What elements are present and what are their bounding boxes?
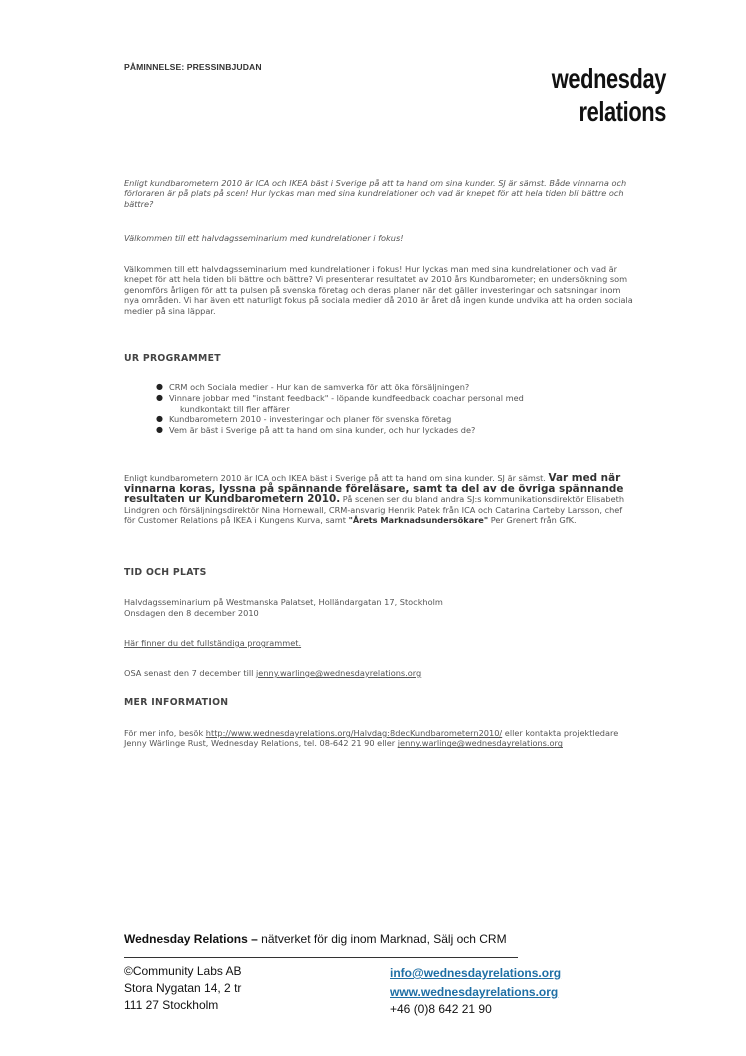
- footer-company-name: ©Community Labs AB: [124, 964, 242, 978]
- seminar-url-link[interactable]: http://www.wednesdayrelations.org/Halvdag:8decKundbarometern2010/: [205, 728, 503, 738]
- welcome-line: Välkommen till ett halvdagsseminarium med kundrelationer i fokus!: [124, 233, 404, 243]
- footer-email-link[interactable]: info@wednesdayrelations.org: [390, 966, 562, 980]
- footer-web-link[interactable]: www.wednesdayrelations.org: [390, 985, 559, 999]
- summary-paragraph: Enligt kundbarometern 2010 är ICA och IKEA bäst i Sverige på att ta hand om sina kunder. SJ är sämst. Var med när vinnarna koras, lyssna på spännande föreläsare, samt ta del av de övriga spännande resultaten ur Kundbarometern 2010. På scenen ser du bland andra SJ:s kommunikationsdirektör Elisabeth Lindgren och försäljningsdirektör Nina Hornewall, CRM-ansvarig Henrik Patek från ICA och Catarina Carteby Larsson, chef för Customer Relations på IKEA i Kungens Kurva, samt "Årets Marknadsundersökare" Per Grenert från GfK.: [124, 472, 625, 526]
- date-text: Onsdagen den 8 december 2010: [124, 608, 259, 618]
- footer-address: [124, 963, 242, 1014]
- body-paragraph: Välkommen till ett halvdagsseminarium med kundrelationer i fokus! Hur lyckas man med sina kundrelationer och vad är knepet för att hela tiden bli bättre och bättre? Vi presenterar resultatet av 2010 års Kundbarometer; en undersökning som genomförs årligen för att ta pulsen på svenska företag och deras planer när det gäller investeringar och satsningar inom nya områden. Vi har även ett naturligt fokus på sociala medier då 2010 är året då ingen kunde undvika att ha orden sociala medier på sina läppar.: [124, 264, 633, 316]
- ingress-paragraph: Enligt kundbarometern 2010 är ICA och IKEA bäst i Sverige på att ta hand om sina kunder. SJ är sämst. Både vinnarna och förloraren är på plats på scen! Hur lyckas man med sina kundrelationer och vad är knepet för att hela tiden bli bättre och bättre?: [124, 178, 627, 209]
- bullet-icon: ●: [156, 425, 163, 435]
- footer-phone: +46 (0)8 642 21 90: [390, 1002, 492, 1016]
- bullet-icon: ●: [156, 392, 163, 402]
- list-item-continuation: kundkontakt till fler affärer: [180, 403, 290, 414]
- footer-contact: [390, 963, 561, 1018]
- full-programme-link[interactable]: Här finner du det fullständiga programmet.: [124, 638, 302, 648]
- contact-email-link[interactable]: jenny.warlinge@wednesdayrelations.org: [397, 738, 563, 749]
- programme-heading: UR PROGRAMMET: [124, 353, 221, 364]
- osa-line: OSA senast den 7 december till jenny.warlinge@wednesdayrelations.org: [124, 668, 422, 678]
- summary-emphasis: Var med när vinnarna koras, lyssna på spännande föreläsare, samt ta del av de övriga spännande resultaten ur Kundbarometern 2010.: [124, 472, 624, 506]
- document-label: PÅMINNELSE: PRESSINBJUDAN: [124, 62, 262, 72]
- logo-line-2: relations: [578, 96, 666, 127]
- list-item: ● Kundbarometern 2010 - investeringar och planer för svenska företag: [156, 414, 452, 425]
- award-title: "Årets Marknadsundersökare": [348, 515, 489, 526]
- list-item: ● Vinnare jobbar med "instant feedback" - löpande kundfeedback coachar personal med kundkontakt till fler affärer: [169, 393, 669, 415]
- footer-postal: 111 27 Stockholm: [124, 998, 219, 1012]
- wednesday-relations-logo: [510, 62, 666, 128]
- bullet-icon: ●: [156, 382, 163, 391]
- list-item: ● CRM och Sociala medier - Hur kan de samverka för att öka försäljningen?: [156, 382, 470, 392]
- osa-email-link[interactable]: jenny.warlinge@wednesdayrelations.org: [256, 668, 422, 678]
- time-place-heading: TID OCH PLATS: [124, 567, 207, 578]
- list-item: ● Vem är bäst i Sverige på att ta hand om sina kunder, och hur lyckades de?: [156, 425, 476, 436]
- logo-line-1: wednesday: [551, 63, 666, 94]
- footer-street: Stora Nygatan 14, 2 tr: [124, 981, 242, 995]
- programme-list: [124, 382, 669, 436]
- venue-text: Halvdagsseminarium på Westmanska Palatset, Holländargatan 17, Stockholm: [124, 597, 443, 607]
- more-info-paragraph: För mer info, besök http://www.wednesdayrelations.org/Halvdag:8decKundbarometern2010/ eller kontakta projektledare Jenny Wärlinge Rust, Wednesday Relations, tel. 08-642 21 90 eller jenny.warlinge@wednesdayrelations.org: [124, 728, 619, 749]
- footer-company: Wednesday Relations –: [124, 932, 258, 946]
- bullet-icon: ●: [156, 414, 163, 424]
- footer-divider: [124, 957, 518, 958]
- footer-tagline: Wednesday Relations – nätverket för dig inom Marknad, Sälj och CRM: [124, 932, 507, 946]
- more-info-heading: MER INFORMATION: [124, 697, 229, 708]
